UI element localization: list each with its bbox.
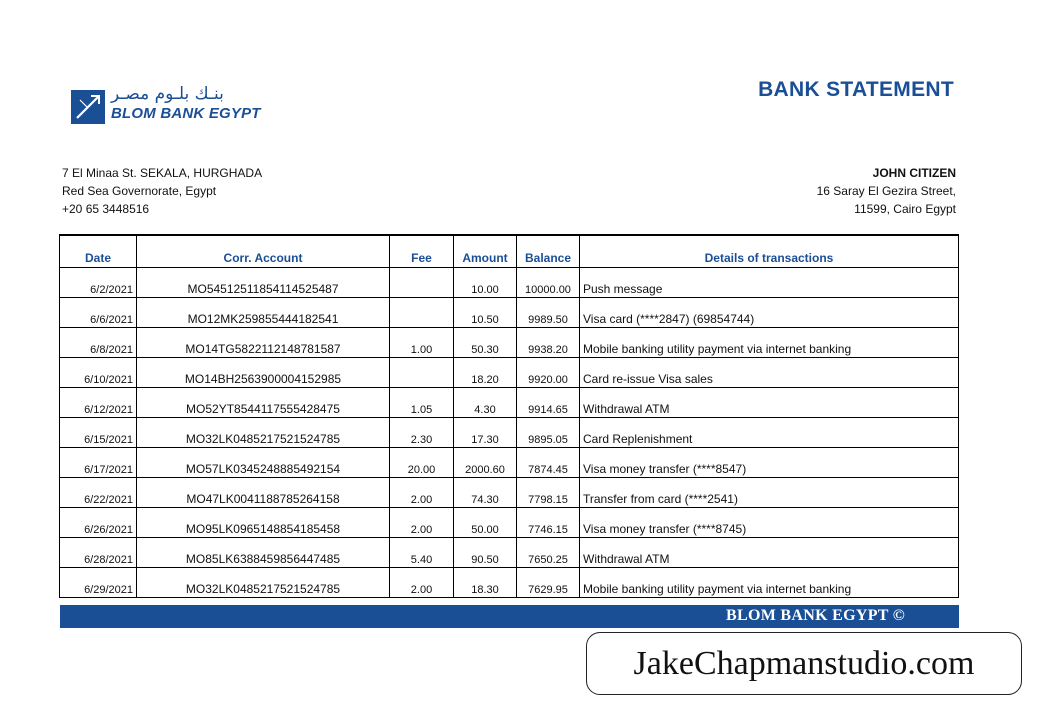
cell-date: 6/12/2021 xyxy=(60,388,137,418)
cell-balance: 9920.00 xyxy=(517,358,580,388)
header-balance: Balance xyxy=(517,235,580,268)
cell-date: 6/15/2021 xyxy=(60,418,137,448)
table-row xyxy=(60,538,959,568)
table-row xyxy=(60,568,959,598)
cell-details: Visa money transfer (****8547) xyxy=(580,448,959,478)
document-title: BANK STATEMENT xyxy=(758,78,954,101)
cell-amount: 18.30 xyxy=(454,568,517,598)
cell-amount: 2000.60 xyxy=(454,448,517,478)
cell-corr-account: MO54512511854114525487 xyxy=(137,268,390,298)
header-amount: Amount xyxy=(454,235,517,268)
cell-balance: 7746.15 xyxy=(517,508,580,538)
cell-details: Push message xyxy=(580,268,959,298)
footer-text: BLOM BANK EGYPT © xyxy=(726,607,905,624)
cell-corr-account: MO32LK0485217521524785 xyxy=(137,568,390,598)
customer-address-line: 16 Saray El Gezira Street, xyxy=(816,184,956,198)
cell-corr-account: MO12MK259855444182541 xyxy=(137,298,390,328)
cell-fee: 20.00 xyxy=(390,448,454,478)
header-details: Details of transactions xyxy=(580,235,959,268)
cell-balance: 7629.95 xyxy=(517,568,580,598)
cell-fee: 1.00 xyxy=(390,328,454,358)
cell-corr-account: MO32LK0485217521524785 xyxy=(137,418,390,448)
cell-amount: 50.00 xyxy=(454,508,517,538)
cell-fee xyxy=(390,268,454,298)
cell-balance: 9914.65 xyxy=(517,388,580,418)
table-row xyxy=(60,508,959,538)
table-row xyxy=(60,418,959,448)
table-row xyxy=(60,388,959,418)
bank-address xyxy=(62,164,262,218)
cell-amount: 74.30 xyxy=(454,478,517,508)
header-date: Date xyxy=(60,235,137,268)
watermark-text: JakeChapmanstudio.com xyxy=(633,644,975,682)
bank-address-line: 7 El Minaa St. SEKALA, HURGHADA xyxy=(62,166,263,180)
cell-balance: 7650.25 xyxy=(517,538,580,568)
cell-date: 6/29/2021 xyxy=(60,568,137,598)
cell-corr-account: MO14TG5822112148781587 xyxy=(137,328,390,358)
cell-date: 6/8/2021 xyxy=(60,328,137,358)
cell-amount: 10.00 xyxy=(454,268,517,298)
table-row xyxy=(60,298,959,328)
table-row xyxy=(60,478,959,508)
cell-balance: 7798.15 xyxy=(517,478,580,508)
cell-details: Mobile banking utility payment via internet banking xyxy=(580,568,959,598)
cell-corr-account: MO52YT8544117555428475 xyxy=(137,388,390,418)
table-row xyxy=(60,358,959,388)
cell-fee: 2.00 xyxy=(390,568,454,598)
cell-details: Card Replenishment xyxy=(580,418,959,448)
cell-details: Mobile banking utility payment via internet banking xyxy=(580,328,959,358)
bank-logo xyxy=(71,86,271,126)
cell-balance: 9895.05 xyxy=(517,418,580,448)
cell-balance: 9938.20 xyxy=(517,328,580,358)
customer-block xyxy=(817,164,956,218)
watermark xyxy=(586,632,1022,695)
cell-date: 6/10/2021 xyxy=(60,358,137,388)
cell-amount: 90.50 xyxy=(454,538,517,568)
cell-fee: 2.00 xyxy=(390,508,454,538)
cell-corr-account: MO14BH2563900004152985 xyxy=(137,358,390,388)
cell-amount: 4.30 xyxy=(454,388,517,418)
cell-details: Visa card (****2847) (69854744) xyxy=(580,298,959,328)
bank-logo-arabic: بنـك بلـوم مصـر xyxy=(111,84,224,104)
cell-corr-account: MO85LK6388459856447485 xyxy=(137,538,390,568)
cell-balance: 10000.00 xyxy=(517,268,580,298)
header-fee: Fee xyxy=(390,235,454,268)
cell-balance: 7874.45 xyxy=(517,448,580,478)
footer-bar xyxy=(60,605,959,628)
cell-corr-account: MO47LK0041188785264158 xyxy=(137,478,390,508)
cell-details: Withdrawal ATM xyxy=(580,538,959,568)
cell-fee: 5.40 xyxy=(390,538,454,568)
cell-amount: 50.30 xyxy=(454,328,517,358)
cell-amount: 10.50 xyxy=(454,298,517,328)
bank-logo-text: BLOM BANK EGYPT xyxy=(111,105,261,122)
cell-details: Transfer from card (****2541) xyxy=(580,478,959,508)
cell-details: Withdrawal ATM xyxy=(580,388,959,418)
table-row xyxy=(60,328,959,358)
cell-amount: 18.20 xyxy=(454,358,517,388)
bank-address-line: Red Sea Governorate, Egypt xyxy=(62,184,217,198)
cell-fee xyxy=(390,358,454,388)
cell-date: 6/22/2021 xyxy=(60,478,137,508)
cell-balance: 9989.50 xyxy=(517,298,580,328)
table-row xyxy=(60,268,959,298)
cell-corr-account: MO95LK0965148854185458 xyxy=(137,508,390,538)
table-row xyxy=(60,448,959,478)
cell-date: 6/26/2021 xyxy=(60,508,137,538)
cell-date: 6/28/2021 xyxy=(60,538,137,568)
transactions-table xyxy=(59,234,959,598)
cell-details: Card re-issue Visa sales xyxy=(580,358,959,388)
table-header-row xyxy=(60,235,959,268)
cell-date: 6/2/2021 xyxy=(60,268,137,298)
cell-fee: 1.05 xyxy=(390,388,454,418)
bank-logo-mark-icon xyxy=(71,90,105,124)
cell-details: Visa money transfer (****8745) xyxy=(580,508,959,538)
customer-name: JOHN CITIZEN xyxy=(872,166,956,180)
cell-fee: 2.00 xyxy=(390,478,454,508)
cell-fee: 2.30 xyxy=(390,418,454,448)
cell-amount: 17.30 xyxy=(454,418,517,448)
cell-fee xyxy=(390,298,454,328)
customer-address-line: 11599, Cairo Egypt xyxy=(854,202,956,216)
cell-corr-account: MO57LK0345248885492154 xyxy=(137,448,390,478)
cell-date: 6/17/2021 xyxy=(60,448,137,478)
bank-phone: +20 65 3448516 xyxy=(62,202,150,216)
cell-date: 6/6/2021 xyxy=(60,298,137,328)
header-corr-account: Corr. Account xyxy=(137,235,390,268)
